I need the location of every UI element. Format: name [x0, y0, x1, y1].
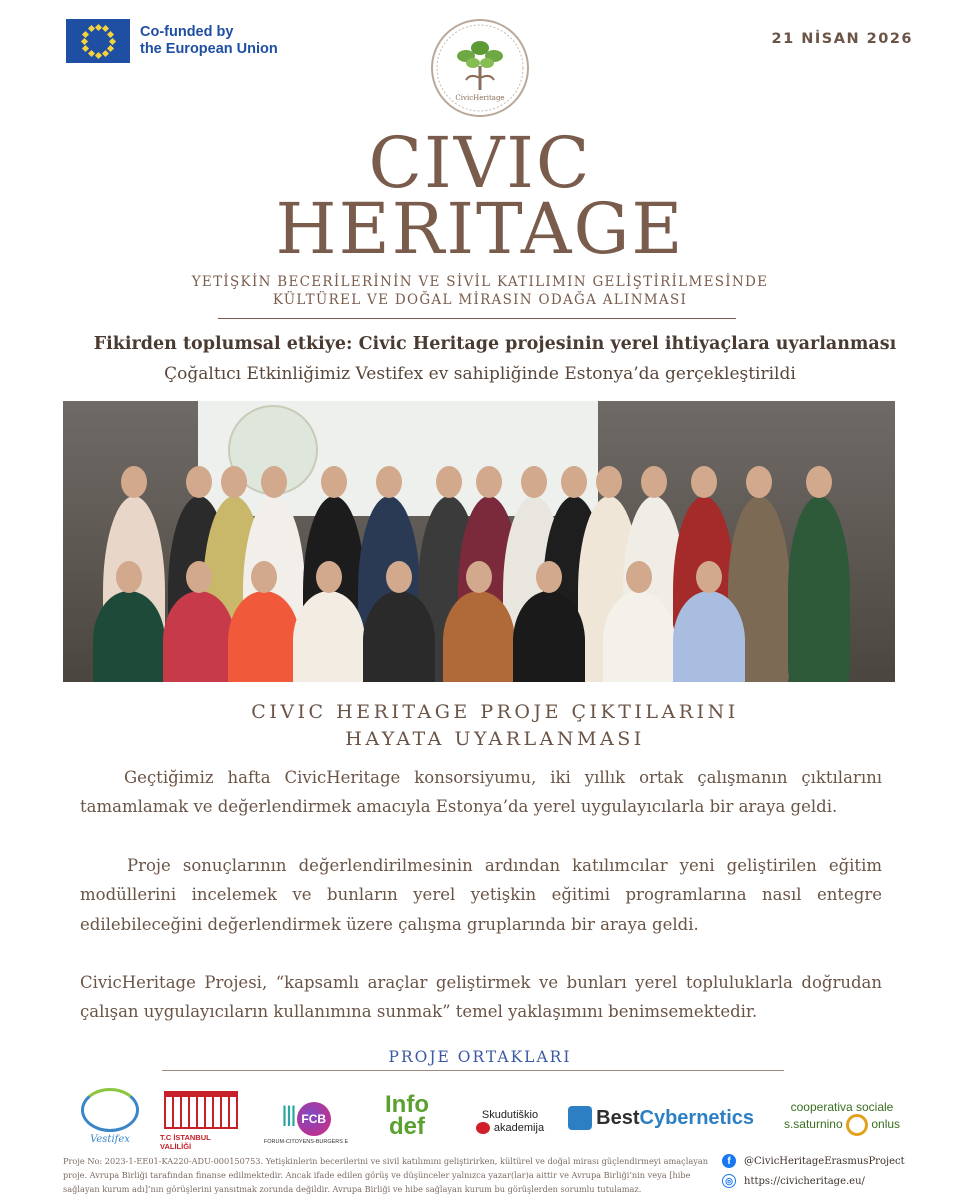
body-paragraph-3: CivicHeritage Projesi, “kapsamlı araçlar geliştirmek ve bunları yerel topluluklarla doğrudan çalışan uygulayıcıların kullanımına sunmak” temel yaklaşımını benimsemektedir. [80, 973, 882, 1022]
person-head [691, 466, 717, 498]
person-silhouette [603, 591, 675, 682]
fcb-people-icon: ꟾꟾꟾ [281, 1105, 295, 1131]
partner-saturnino-logo [762, 1100, 922, 1136]
partner-istanbul-valiligi-logo [160, 1090, 242, 1152]
person-head [536, 561, 562, 593]
person-silhouette [228, 591, 300, 682]
coop-line-1: cooperativa sociale [790, 1099, 894, 1114]
eu-star-icon [101, 50, 108, 57]
fcb-mark: FCB [297, 1102, 331, 1136]
person-head [316, 561, 342, 593]
eu-line-2: the European Union [140, 41, 278, 57]
section-title-line-1: CIVIC HERITAGE PROJE ÇIKTILARINI [251, 701, 739, 723]
person-silhouette [363, 591, 435, 682]
fcb-label: FORUM-CITOYENS-BURGERS E [263, 1138, 349, 1145]
eu-star-icon [87, 25, 94, 32]
eu-star-icon [107, 44, 114, 51]
skud-line-2: akademija [493, 1122, 545, 1134]
vestifex-label: Vestifex [90, 1133, 130, 1145]
website-url[interactable]: https://civicheritage.eu/ [744, 1175, 865, 1187]
person-head [641, 466, 667, 498]
eu-star-icon [94, 23, 101, 30]
partner-vestifex-logo [78, 1083, 142, 1149]
person-silhouette [673, 591, 745, 682]
cybernetics-word: Cybernetics [639, 1106, 754, 1129]
eu-star-icon [94, 51, 101, 58]
person-silhouette [93, 591, 165, 682]
eu-star-icon [87, 50, 94, 57]
body-paragraph-1: Geçtiğimiz hafta CivicHeritage konsorsiyumu, iki yıllık ortak çalışmanın çıktılarını tamamlamak ve değerlendirmek amacıyla Estonya’da yerel uygulayıcılarla bir araya geldi. [80, 768, 882, 817]
istanbul-label: T.C İSTANBUL VALİLİĞİ [160, 1133, 211, 1151]
person-silhouette [513, 591, 585, 682]
infodef-line-2: def [388, 1113, 425, 1140]
person-silhouette [788, 496, 850, 682]
partner-infodef-logo [370, 1090, 444, 1142]
person-head [376, 466, 402, 498]
subheadline: Çoğaltıcı Etkinliğimiz Vestifex ev sahipliğinde Estonya’da gerçekleştirildi [164, 364, 796, 384]
eu-cofunded-badge [66, 19, 278, 63]
subtitle-line-1: YETİŞKİN BECERİLERİNİN VE SİVİL KATILIMIN GELİŞTİRİLMESİNDE [191, 274, 769, 290]
person-head [626, 561, 652, 593]
building-icon [164, 1091, 238, 1129]
subtitle-divider [218, 318, 736, 319]
eu-star-icon [101, 25, 108, 32]
skud-line-1: Skudutiškio [481, 1109, 539, 1121]
title-line-2: HERITAGE [275, 188, 685, 270]
bestcybernetics-icon [568, 1106, 592, 1130]
civic-heritage-logo-icon [430, 18, 530, 118]
eu-star-icon [82, 44, 89, 51]
best-word: Best [596, 1106, 640, 1129]
person-head [251, 561, 277, 593]
subtitle-line-2: KÜLTÜREL VE DOĞAL MİRASIN ODAĞA ALINMASI [272, 292, 688, 308]
globe-icon: ◎ [722, 1174, 736, 1188]
logo-text: CivicHeritage [455, 94, 505, 102]
coop-c-icon [846, 1114, 868, 1136]
section-title-line-2: HAYATA UYARLANMASI [345, 728, 645, 750]
title-line-1: CIVIC [368, 122, 592, 204]
headline: Fikirden toplumsal etkiye: Civic Heritage projesinin yerel ihtiyaçlara uyarlanması [93, 334, 897, 354]
person-head [186, 561, 212, 593]
partner-fcb-logo [264, 1094, 348, 1152]
eu-star-icon [108, 37, 115, 44]
person-head [116, 561, 142, 593]
person-silhouette [293, 591, 365, 682]
person-silhouette [163, 591, 235, 682]
facebook-handle[interactable]: @CivicHeritageErasmusProject [744, 1155, 905, 1167]
person-head [561, 466, 587, 498]
vestifex-globe-icon [81, 1088, 139, 1132]
person-silhouette [443, 591, 515, 682]
facebook-link[interactable] [722, 1154, 905, 1168]
ladybug-icon [476, 1122, 490, 1134]
person-head [386, 561, 412, 593]
infodef-line-1: Info [385, 1091, 429, 1118]
person-head [696, 561, 722, 593]
coop-line-2: s.saturnino [783, 1116, 843, 1131]
person-head [466, 561, 492, 593]
facebook-icon: f [722, 1154, 736, 1168]
body-paragraph-2: Proje sonuçlarının değerlendirilmesinin ardından katılımcılar yeni geliştirilen eğitim modüllerini incelemek ve bunların yerel yetişkin eğitimi programlarına nasıl entegre edilebileceğini değerlendirmek üzere çalışma gruplarında bir araya geldi. [80, 856, 882, 934]
event-date: 21 NİSAN 2026 [771, 31, 913, 47]
partners-title: PROJE ORTAKLARI [388, 1048, 572, 1066]
person-head [806, 466, 832, 498]
person-head [596, 466, 622, 498]
person-head [321, 466, 347, 498]
person-head [121, 466, 147, 498]
person-head [436, 466, 462, 498]
eu-star-icon [107, 30, 114, 37]
partners-divider [162, 1070, 784, 1071]
person-head [521, 466, 547, 498]
eu-flag-icon [66, 19, 130, 63]
partner-skudutiskio-logo [468, 1099, 552, 1145]
coop-line-3: onlus [871, 1116, 901, 1131]
eu-star-icon [80, 37, 87, 44]
person-head [746, 466, 772, 498]
eu-cofunded-text [140, 24, 278, 58]
person-head [186, 466, 212, 498]
website-link[interactable] [722, 1174, 865, 1188]
partner-bestcybernetics-logo [568, 1103, 754, 1133]
footer-disclaimer: Proje No: 2023-1-EE01-KA220-ADU-000150753. Yetişkinlerin becerilerini ve sivil katılımını geliştirirken, kültürel ve doğal mirası güçlendirmeyi amaçlayan proje. Avrupa Birliği tarafından finanse edilmektedir. Ancak ifade edilen görüş ve düşünceler yalnızca yazar(lar)a aittir ve Avrupa Birliği’nin veya [hibe sağlayan kurum adı]’nın görüşlerini yansıtmak zorunda değildir. Avrupa Birliği ve hibe sağlayan kurum bu görüşlerden sorumlu tutulamaz. [63, 1156, 709, 1194]
person-head [261, 466, 287, 498]
eu-star-icon [82, 30, 89, 37]
person-head [476, 466, 502, 498]
eu-line-1: Co-funded by [140, 24, 234, 40]
group-photo [63, 401, 895, 682]
person-head [221, 466, 247, 498]
